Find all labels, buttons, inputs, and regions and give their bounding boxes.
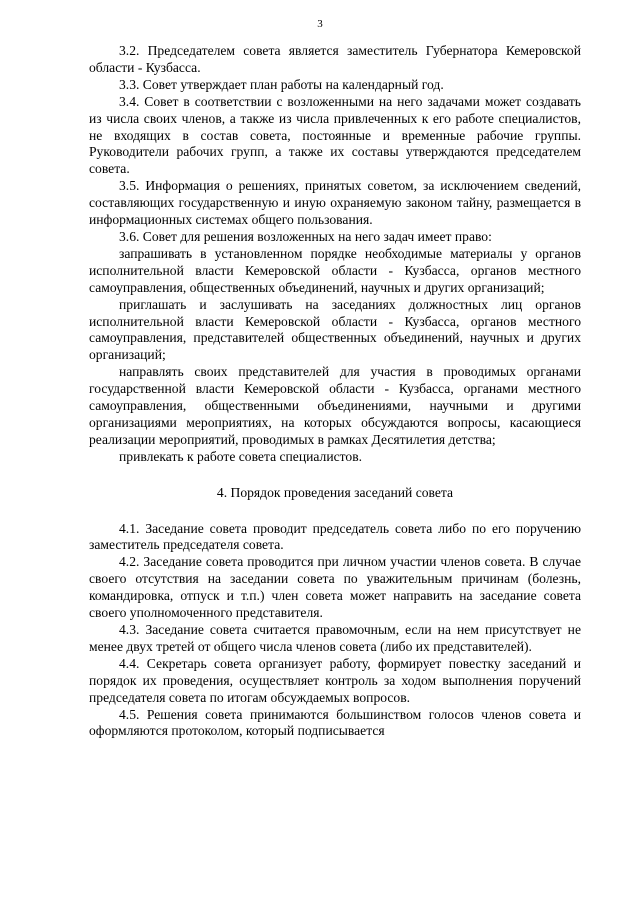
- paragraph-4-2: 4.2. Заседание совета проводится при личном участии членов совета. В случае своего отсутствия на заседании совета по уважительным причинам (болезнь, командировка, отпуск и т.п.) член совета может направить на заседание совета своего уполномоченного представителя.: [89, 554, 581, 621]
- paragraph-4-5: 4.5. Решения совета принимаются большинством голосов членов совета и оформляются протоколом, который подписывается: [89, 706, 581, 739]
- list-item-invite-officials: приглашать и заслушивать на заседаниях должностных лиц органов исполнительной власти Кемеровской области - Кузбасса, органов местного самоуправления, представителей общественных объединений, научных и других организаций;: [89, 296, 581, 363]
- paragraph-3-3: 3.3. Совет утверждает план работы на календарный год.: [119, 76, 444, 92]
- paragraph-4-1: 4.1. Заседание совета проводит председатель совета либо по его поручению заместитель председателя совета.: [89, 520, 581, 553]
- paragraph-3-6: 3.6. Совет для решения возложенных на него задач имеет право:: [119, 228, 492, 244]
- document-body: [89, 43, 581, 740]
- list-item-send-representatives: направлять своих представителей для участия в проводимых органами государственной власти Кемеровской области - Кузбасса, органами местного самоуправления, общественными объединениями, научными и другими организациями мероприятиях, на которых обсуждаются вопросы, касающиеся реализации мероприятий, проводимых в рамках Десятилетия детства;: [89, 364, 581, 447]
- paragraph-3-4: 3.4. Совет в соответствии с возложенными на него задачами может создавать из числа своих членов, а также из числа привлеченных к его работе специалистов, не входящих в состав совета, постоянные и временные рабочие группы. Руководители рабочих групп, а также их составы утверждаются председателем совета.: [89, 93, 581, 177]
- paragraph-4-3: 4.3. Заседание совета считается правомочным, если на нем присутствует не менее двух третей от общего числа членов совета (либо их представителей).: [89, 622, 581, 654]
- list-item-involve-specialists: привлекать к работе совета специалистов.: [119, 448, 363, 464]
- paragraph-3-5: 3.5. Информация о решениях, принятых советом, за исключением сведений, составляющих государственную и иную охраняемую законом тайну, размещается в информационных системах общего пользования.: [89, 178, 581, 228]
- paragraph-3-2: 3.2. Председателем совета является заместитель Губернатора Кемеровской области - Кузбасса.: [89, 43, 581, 75]
- list-item-request-materials: запрашивать в установленном порядке необходимые материалы у органов исполнительной власти Кемеровской области - Кузбасса, органов местного самоуправления, общественных объединений, научных и других организаций;: [89, 245, 581, 295]
- paragraph-4-4: 4.4. Секретарь совета организует работу, формирует повестку заседаний и порядок их проведения, осуществляет контроль за ходом выполнения поручений председателя совета по итогам обсуждаемых вопросов.: [89, 655, 581, 705]
- page-number: 3: [317, 18, 323, 30]
- section-heading: 4. Порядок проведения заседаний совета: [216, 484, 454, 500]
